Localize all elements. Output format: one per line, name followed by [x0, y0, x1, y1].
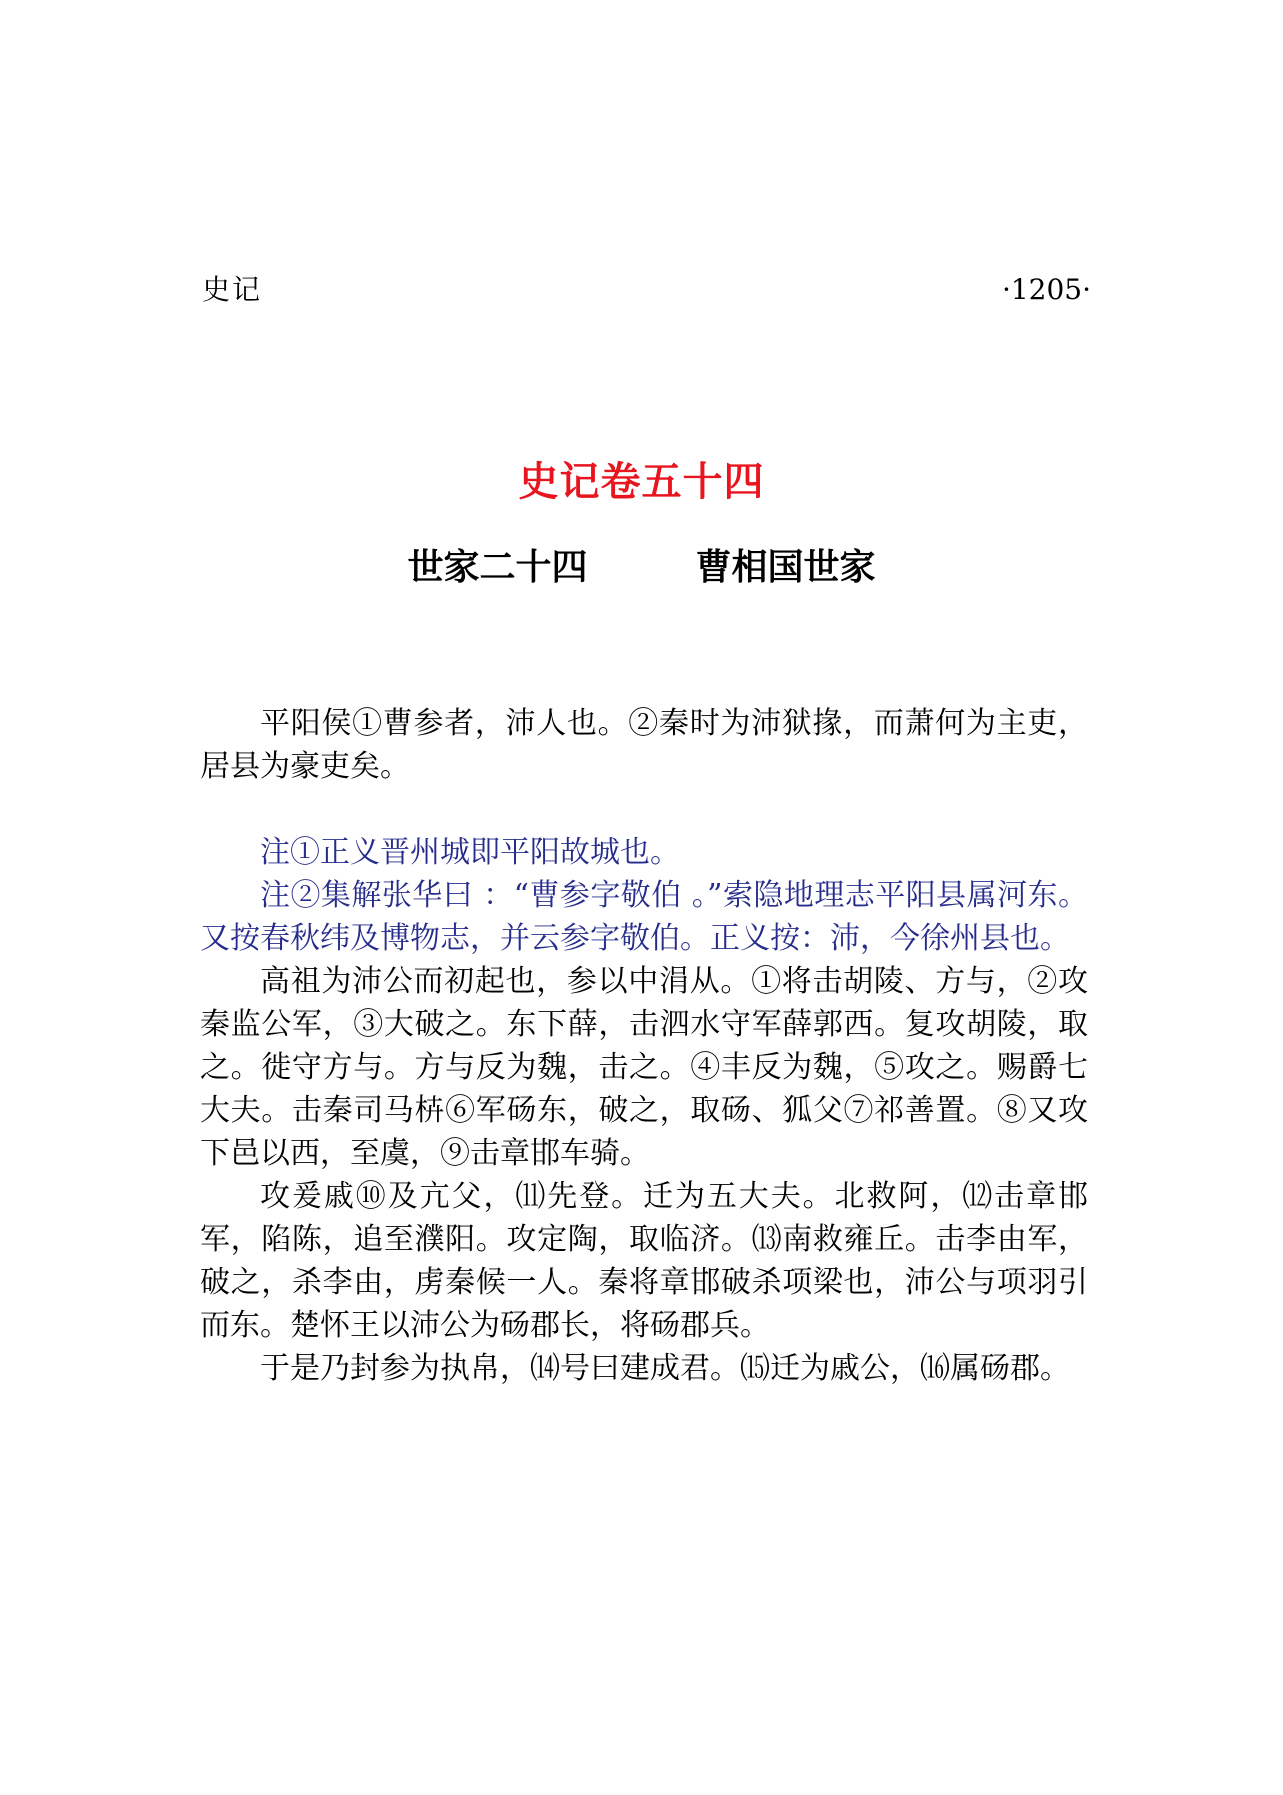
paragraph-1: 平阳侯①曹参者，沛人也。②秦时为沛狱掾，而萧何为主吏，居县为豪吏矣。 [200, 706, 1088, 784]
main-text [200, 702, 1088, 1390]
paragraph-gap [200, 788, 1088, 831]
annotation-1: 注①正义晋州城即平阳故城也。 [260, 835, 680, 870]
volume-title: 史记卷五十四 [518, 459, 765, 505]
paragraph-4: 于是乃封参为执帛，⒁号曰建成君。⒂迁为戚公，⒃属砀郡。 [260, 1351, 1070, 1386]
page-number: ·1205· [1001, 273, 1091, 306]
annotation-2: 注②集解张华曰 ：“曹参字敬伯 。”索隐地理志平阳县属河东。又按春秋纬及博物志，并云参字敬伯。正义按：沛，今徐州县也。 [200, 878, 1088, 956]
paragraph-3: 攻爰戚⑩及亢父，⑾先登。迁为五大夫。北救阿，⑿击章邯军，陷陈，追至濮阳。攻定陶，取临济。⒀南救雍丘。击李由军，破之，杀李由，虏秦候一人。秦将章邯破杀项梁也，沛公与项羽引而东。楚怀王以沛公为砀郡长，将砀郡兵。 [200, 1179, 1088, 1343]
paragraph-2: 高祖为沛公而初起也，参以中涓从。①将击胡陵、方与，②攻秦监公军，③大破之。东下薛，击泗水守军薛郭西。复攻胡陵，取之。徙守方与。方与反为魏，击之。④丰反为魏，⑤攻之。赐爵七大夫。击秦司马枿⑥军砀东，破之，取砀、狐父⑦祁善置。⑧又攻下邑以西，至虞，⑨击章邯车骑。 [200, 964, 1088, 1171]
running-head-book-title: 史记 [202, 273, 263, 306]
chapter-title: 世家二十四 曹相国世家 [407, 547, 876, 588]
